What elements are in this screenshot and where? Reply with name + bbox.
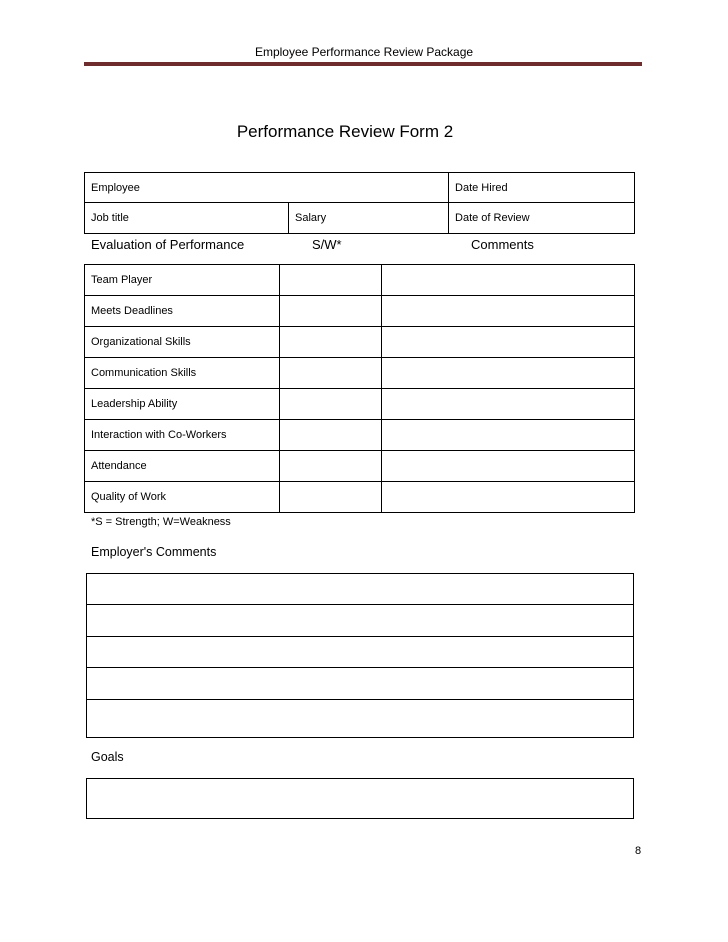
salary-label: Salary (295, 212, 327, 224)
criterion-comment-cell[interactable] (382, 296, 635, 327)
goals-table (86, 778, 634, 819)
employer-comments-table (86, 573, 634, 738)
goals-field[interactable] (87, 779, 634, 819)
form-title: Performance Review Form 2 (236, 122, 454, 141)
criterion-label: Communication Skills (85, 358, 280, 389)
evaluation-row (85, 296, 635, 327)
evaluation-heading: Evaluation of Performance (91, 237, 245, 252)
criterion-label: Organizational Skills (85, 327, 280, 358)
header-title: Employee Performance Review Package (254, 45, 474, 59)
employee-info-table (84, 172, 635, 234)
date-of-review-field[interactable] (449, 203, 635, 234)
evaluation-row (85, 389, 635, 420)
sw-rating-cell[interactable] (280, 451, 382, 482)
criterion-label: Quality of Work (85, 482, 280, 513)
employer-comment-line[interactable] (87, 574, 634, 605)
criterion-comment-cell[interactable] (382, 420, 635, 451)
sw-rating-cell[interactable] (280, 327, 382, 358)
sw-rating-cell[interactable] (280, 296, 382, 327)
evaluation-row (85, 358, 635, 389)
criterion-comment-cell[interactable] (382, 451, 635, 482)
evaluation-row (85, 327, 635, 358)
criterion-label: Team Player (85, 265, 280, 296)
comments-heading: Comments (471, 237, 534, 252)
evaluation-row (85, 265, 635, 296)
sw-rating-cell[interactable] (280, 482, 382, 513)
employer-comment-line[interactable] (87, 700, 634, 738)
sw-heading: S/W* (312, 237, 342, 252)
criterion-label: Attendance (85, 451, 280, 482)
criterion-comment-cell[interactable] (382, 358, 635, 389)
sw-rating-cell[interactable] (280, 389, 382, 420)
criterion-label: Interaction with Co-Workers (85, 420, 280, 451)
job-title-label: Job title (91, 212, 129, 224)
evaluation-row (85, 482, 635, 513)
criterion-label: Leadership Ability (85, 389, 280, 420)
employee-label: Employee (91, 181, 140, 194)
goals-label: Goals (91, 750, 124, 764)
criterion-comment-cell[interactable] (382, 265, 635, 296)
sw-rating-cell[interactable] (280, 265, 382, 296)
sw-rating-cell[interactable] (280, 358, 382, 389)
sw-footnote: *S = Strength; W=Weakness (91, 516, 231, 528)
criterion-comment-cell[interactable] (382, 389, 635, 420)
criterion-comment-cell[interactable] (382, 327, 635, 358)
page-number: 8 (635, 845, 642, 857)
sw-rating-cell[interactable] (280, 420, 382, 451)
evaluation-row (85, 420, 635, 451)
employer-comment-line[interactable] (87, 668, 634, 700)
job-title-field[interactable] (85, 203, 289, 234)
date-hired-field[interactable] (449, 173, 635, 203)
salary-field[interactable] (289, 203, 449, 234)
employee-field[interactable] (85, 173, 449, 203)
employer-comments-label: Employer's Comments (91, 545, 217, 559)
date-hired-label: Date Hired (455, 181, 508, 194)
evaluation-row (85, 451, 635, 482)
employer-comment-line[interactable] (87, 605, 634, 637)
criterion-label: Meets Deadlines (85, 296, 280, 327)
evaluation-table (84, 264, 635, 513)
criterion-comment-cell[interactable] (382, 482, 635, 513)
date-of-review-label: Date of Review (455, 212, 530, 224)
employer-comment-line[interactable] (87, 637, 634, 668)
header-rule (84, 62, 642, 66)
